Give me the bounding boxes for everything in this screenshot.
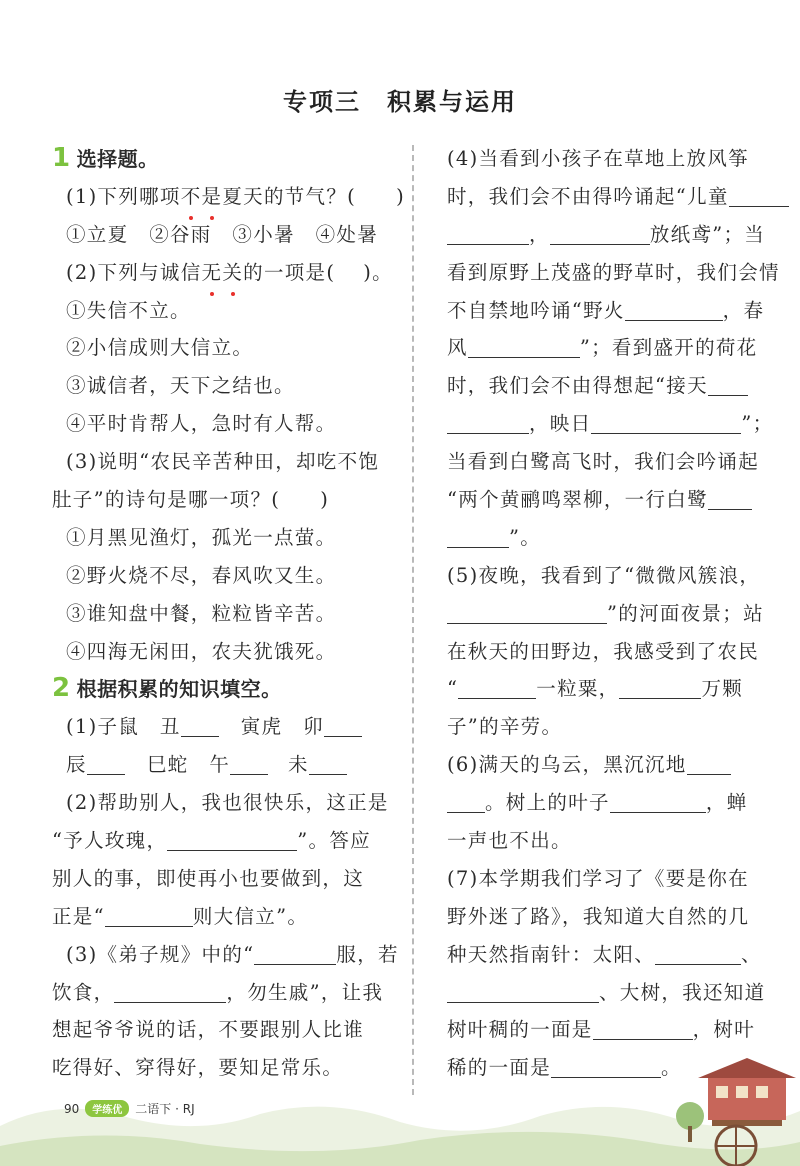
fill-text: 、大树，我还知道 bbox=[599, 980, 766, 1004]
q2-option-3: ③诚信者，天下之结也。 bbox=[66, 374, 295, 398]
fill-6-line-2 bbox=[447, 784, 769, 822]
fill-blank[interactable] bbox=[593, 1015, 693, 1040]
q2-close: )。 bbox=[363, 260, 393, 284]
fill-text: 不自禁地吟诵“野火 bbox=[447, 298, 625, 322]
fill-1-row-2 bbox=[52, 746, 397, 784]
section-2-heading bbox=[52, 670, 397, 708]
page-title bbox=[0, 82, 800, 117]
right-column bbox=[447, 140, 780, 1087]
fill-3-line-3: 想起爷爷说的话，不要跟别人比谁 bbox=[52, 1018, 365, 1042]
fill-text: ”的河面夜景；站 bbox=[607, 601, 764, 625]
section-number: 1 bbox=[52, 143, 71, 173]
fill-blank[interactable] bbox=[447, 599, 607, 624]
section-1-heading bbox=[52, 140, 397, 178]
fill-2-line-3: 别人的事，即使再小也要做到，这 bbox=[52, 866, 365, 890]
fill-text: ，树叶 bbox=[692, 1018, 756, 1042]
fill-4-line-5 bbox=[447, 292, 769, 330]
fill-6-line-3: 一声也不出。 bbox=[447, 829, 572, 853]
fill-blank[interactable] bbox=[468, 333, 580, 358]
fill-7-line-1: (7)本学期我们学习了《要是你在 bbox=[447, 866, 749, 890]
fill-text: ，映日 bbox=[529, 412, 592, 436]
fill-blank[interactable] bbox=[458, 674, 536, 699]
title-part1: 专项三 bbox=[283, 88, 361, 116]
fill-blank[interactable] bbox=[729, 182, 789, 207]
fill-4-line-3 bbox=[447, 216, 769, 254]
q1-prefix: (1)下列哪项 bbox=[66, 184, 181, 208]
fill-7-line-2: 野外迷了路》，我知道大自然的几 bbox=[447, 904, 750, 928]
fill-7-line-3 bbox=[447, 936, 769, 974]
fill-blank[interactable] bbox=[610, 788, 706, 813]
fill-text: 则大信立”。 bbox=[192, 904, 309, 928]
fill-5-line-4 bbox=[447, 670, 769, 708]
q1-suffix: 夏天的节气？( bbox=[222, 184, 357, 208]
q3-stem-text: 肚子”的诗句是哪一项？( bbox=[52, 488, 281, 512]
question-2 bbox=[52, 254, 397, 292]
q1-options: ①立夏 ②谷雨 ③小暑 ④处暑 bbox=[66, 222, 379, 246]
fill-5-line-5: 子”的辛劳。 bbox=[447, 715, 563, 739]
fill-blank[interactable] bbox=[254, 940, 336, 965]
q2-prefix: (2)下列与诚信 bbox=[66, 260, 202, 284]
q3-option-1: ①月黑见渔灯，孤光一点萤。 bbox=[66, 525, 337, 549]
fill-blank[interactable] bbox=[655, 940, 741, 965]
fill-3-line-2 bbox=[52, 974, 397, 1012]
fill-blank[interactable] bbox=[309, 750, 347, 775]
fill-text: 寅虎 卯 bbox=[240, 715, 324, 739]
fill-blank[interactable] bbox=[447, 220, 529, 245]
fill-blank[interactable] bbox=[708, 371, 748, 396]
fill-text: ”。 bbox=[509, 525, 542, 549]
section-number: 2 bbox=[52, 673, 71, 704]
fill-text: 饮食， bbox=[52, 980, 115, 1004]
fill-text: ，春 bbox=[722, 298, 765, 322]
left-column bbox=[52, 140, 405, 1087]
fill-6-line-1 bbox=[447, 746, 769, 784]
fill-text: 种天然指南针：太阳、 bbox=[447, 942, 656, 966]
fill-4-line-11 bbox=[447, 519, 769, 557]
fill-text: 。 bbox=[661, 1056, 682, 1080]
fill-blank[interactable] bbox=[708, 485, 752, 510]
fill-text: ，勿生戚”，让我 bbox=[226, 980, 384, 1004]
fill-text: 、 bbox=[741, 942, 762, 966]
fill-text: “予人玫瑰， bbox=[52, 829, 168, 853]
fill-blank[interactable] bbox=[167, 826, 297, 851]
page-footer bbox=[64, 1100, 195, 1117]
section-label: 选择题。 bbox=[76, 147, 159, 171]
fill-4-line-4: 看到原野上茂盛的野草时，我们会情 bbox=[447, 260, 780, 284]
fill-text: 正是“ bbox=[52, 904, 105, 928]
fill-1-row-1 bbox=[52, 708, 397, 746]
column-divider bbox=[412, 145, 414, 1095]
emphasis-char: 无 bbox=[202, 254, 223, 292]
fill-text: 服，若 bbox=[336, 942, 399, 966]
fill-blank[interactable] bbox=[114, 978, 226, 1003]
q3-option-3: ③谁知盘中餐，粒粒皆辛苦。 bbox=[66, 601, 337, 625]
emphasis-char: 关 bbox=[222, 254, 243, 292]
fill-text: 未 bbox=[288, 753, 309, 777]
fill-4-line-2 bbox=[447, 178, 769, 216]
fill-blank[interactable] bbox=[619, 674, 701, 699]
waterwheel-icon bbox=[716, 1126, 756, 1166]
fill-blank[interactable] bbox=[447, 523, 509, 548]
q2-option-4: ④平时肯帮人，急时有人帮。 bbox=[66, 412, 337, 436]
question-1 bbox=[52, 178, 405, 216]
fill-text: 一粒粟， bbox=[536, 677, 620, 701]
section-label: 根据积累的知识填空。 bbox=[76, 677, 282, 702]
fill-text: 。树上的叶子 bbox=[485, 791, 610, 815]
page-number: 90 bbox=[64, 1101, 80, 1116]
fill-text: (6)满天的乌云，黑沉沉地 bbox=[447, 753, 687, 777]
q3-stem: (3)说明“农民辛苦种田，却吃不饱 bbox=[66, 450, 380, 474]
fill-2-line-4 bbox=[52, 898, 397, 936]
title-part2: 积累与运用 bbox=[387, 88, 517, 116]
q3-close: ) bbox=[320, 488, 330, 512]
fill-4-line-1: (4)当看到小孩子在草地上放风筝 bbox=[447, 147, 749, 170]
fill-4-line-9: 当看到白鹭高飞时，我们会吟诵起 bbox=[447, 450, 760, 474]
fill-4-line-6 bbox=[447, 329, 769, 367]
fill-text: 风 bbox=[447, 336, 468, 360]
fill-blank[interactable] bbox=[230, 750, 268, 775]
emphasis-char: 不 bbox=[181, 178, 202, 216]
fill-2-line-2 bbox=[52, 822, 397, 860]
fill-blank[interactable] bbox=[87, 750, 125, 775]
fill-text: ”；看到盛开的荷花 bbox=[579, 336, 758, 360]
fill-7-line-5 bbox=[447, 1011, 769, 1049]
fill-4-line-7 bbox=[447, 367, 769, 405]
fill-text: 树叶稠的一面是 bbox=[447, 1018, 593, 1042]
fill-text: “ bbox=[447, 677, 459, 701]
fill-blank[interactable] bbox=[447, 978, 599, 1003]
q3-stem-2 bbox=[52, 481, 397, 519]
fill-blank[interactable] bbox=[447, 409, 529, 434]
fill-blank[interactable] bbox=[105, 902, 193, 927]
grade-label: 二语下 · RJ bbox=[135, 1102, 195, 1116]
fill-3-line-4: 吃得好、穿得好，要知足常乐。 bbox=[52, 1056, 344, 1080]
fill-blank[interactable] bbox=[687, 750, 731, 775]
fill-4-line-10 bbox=[447, 481, 769, 519]
fill-text: ， bbox=[529, 222, 550, 246]
fill-5-line-3: 在秋天的田野边，我感受到了农民 bbox=[447, 639, 760, 663]
fill-blank[interactable] bbox=[625, 296, 723, 321]
fill-blank[interactable] bbox=[447, 788, 485, 813]
fill-5-line-1: (5)夜晚，我看到了“微微风簇浪， bbox=[447, 563, 761, 587]
fill-3-line-1 bbox=[52, 936, 397, 974]
fill-text: ”。答应 bbox=[297, 829, 371, 853]
q2-suffix: 的一项是( bbox=[243, 260, 336, 284]
q3-option-2: ②野火烧不尽，春风吹又生。 bbox=[66, 563, 337, 587]
emphasis-char: 是 bbox=[202, 178, 223, 216]
fill-text: 时，我们会不由得吟诵起“儿童 bbox=[447, 184, 729, 208]
fill-blank[interactable] bbox=[181, 712, 219, 737]
fill-2-line-1: (2)帮助别人，我也很快乐，这正是 bbox=[66, 791, 389, 815]
house-icon bbox=[698, 1058, 796, 1126]
fill-blank[interactable] bbox=[550, 220, 650, 245]
fill-text: 巳蛇 午 bbox=[146, 753, 231, 777]
q1-close: ) bbox=[396, 184, 405, 208]
q2-option-1: ①失信不立。 bbox=[66, 298, 191, 322]
fill-blank[interactable] bbox=[591, 409, 741, 434]
fill-text: “两个黄鹂鸣翠柳，一行白鹭 bbox=[447, 488, 708, 512]
fill-7-line-4 bbox=[447, 974, 769, 1012]
q2-option-2: ②小信成则大信立。 bbox=[66, 336, 254, 360]
q3-option-4: ④四海无闲田，农夫犹饿死。 bbox=[66, 639, 337, 663]
fill-text: 万颗 bbox=[701, 677, 744, 701]
fill-text: ”； bbox=[741, 412, 774, 436]
fill-blank[interactable] bbox=[324, 712, 362, 737]
fill-4-line-8 bbox=[447, 405, 774, 443]
brand-badge: 学练优 bbox=[85, 1100, 129, 1117]
fill-text: 放纸鸢”；当 bbox=[649, 222, 766, 246]
fill-text: (3)《弟子规》中的“ bbox=[66, 942, 255, 966]
fill-text: (1)子鼠 丑 bbox=[66, 715, 181, 739]
fill-text: ，蝉 bbox=[705, 791, 748, 815]
fill-5-line-2 bbox=[447, 595, 769, 633]
fill-text: 辰 bbox=[66, 753, 87, 777]
fill-text: 时，我们会不由得想起“接天 bbox=[447, 374, 708, 398]
fill-text: 稀的一面是 bbox=[447, 1056, 552, 1080]
